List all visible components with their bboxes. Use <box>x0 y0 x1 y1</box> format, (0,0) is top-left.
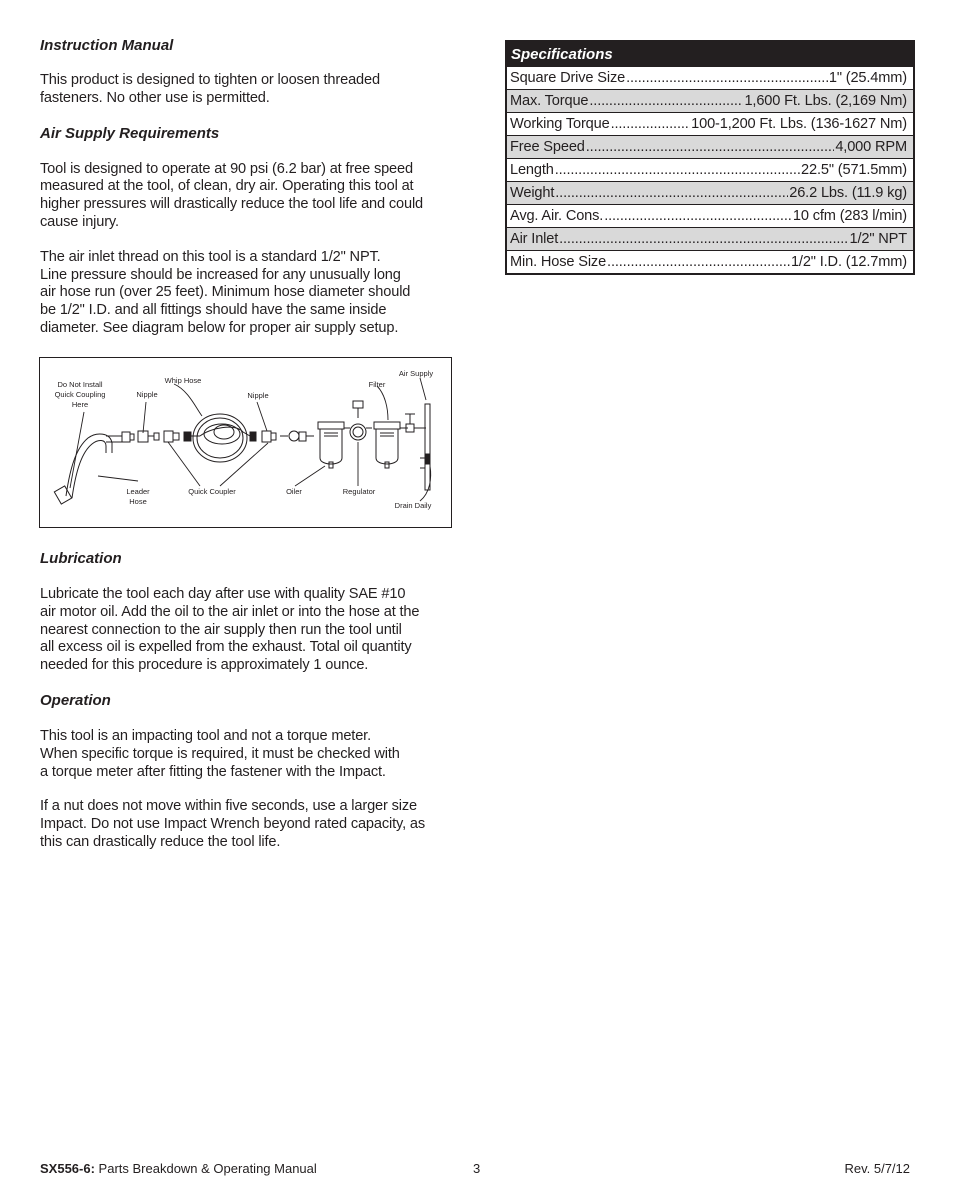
label-filter: Filter <box>368 380 386 389</box>
air-supply-heading: Air Supply Requirements <box>40 124 220 142</box>
air-supply-diagram <box>39 357 452 528</box>
footer-model: SX556-6: <box>40 1161 95 1176</box>
label-air-supply: Air Supply <box>398 369 434 378</box>
spec-row-square-drive: Square Drive Size ..... 1" (25.4mm) <box>507 66 913 89</box>
oiler-unit <box>318 422 344 468</box>
callout-nipple-2 <box>257 402 267 431</box>
label-drain-daily: Drain Daily <box>394 501 432 510</box>
callout-no-coupling <box>70 412 84 488</box>
lubrication-paragraph: Lubricate the tool each day after use with quality SAE #10 air motor oil. Add the oil to the air inlet or into the hose at the nearest connection to the air supply then run the tool until all excess oil is expelled from the exhaust. Total oil quantity needed for this procedure is approximately 1 ounce. <box>40 586 420 674</box>
label-nipple-2: Nipple <box>247 391 269 400</box>
label-no-coupling-3: Here <box>71 400 89 409</box>
tool-inlet-fitting <box>54 486 71 504</box>
page-number: 3 <box>473 1161 481 1176</box>
whip-hose-end-2 <box>250 432 256 441</box>
air-supply-pipe <box>420 404 430 490</box>
label-whip-hose: Whip Hose <box>164 376 202 385</box>
lower-text-column <box>40 549 460 852</box>
quick-coupler-fitting <box>164 431 179 442</box>
label-oiler: Oiler <box>286 487 302 496</box>
callout-air-supply <box>420 378 426 400</box>
regulator-unit <box>350 401 366 440</box>
spec-row-weight: Weight ..... 26.2 Lbs. (11.9 kg) <box>507 181 913 204</box>
callout-oiler <box>295 466 325 486</box>
specifications-table <box>505 40 915 275</box>
whip-hose-end <box>184 432 191 441</box>
callout-nipple-1 <box>143 402 146 433</box>
main-text-column <box>40 36 460 338</box>
callout-leader-hose <box>98 476 138 481</box>
footer-doc-title: Parts Breakdown & Operating Manual <box>98 1161 317 1176</box>
label-nipple-1: Nipple <box>136 390 158 399</box>
instruction-manual-heading: Instruction Manual <box>40 37 174 54</box>
label-quick-coupler: Quick Coupler <box>188 487 236 496</box>
callout-whip-hose <box>174 384 202 416</box>
spec-row-free-speed: Free Speed ..... 4,000 RPM <box>507 135 913 158</box>
operation-heading: Operation <box>40 691 111 709</box>
spec-row-air-inlet: Air Inlet ..... 1/2" NPT <box>507 227 913 250</box>
label-no-coupling-1: Do Not Install <box>57 380 103 389</box>
spec-row-working-torque: Working Torque ..... 100-1,200 Ft. Lbs. (136-1627 Nm) <box>507 112 913 135</box>
callout-filter <box>377 386 388 420</box>
spec-row-air-consumption: Avg. Air. Cons. ..... 10 cfm (283 l/min) <box>507 204 913 227</box>
label-regulator: Regulator <box>342 487 376 496</box>
filter-unit <box>374 422 400 468</box>
intro-paragraph: This product is designed to tighten or loosen threaded fasteners. No other use is permitted. <box>40 72 380 106</box>
spec-row-length: Length ..... 22.5" (571.5mm) <box>507 158 913 181</box>
label-leader-hose-1: Leader <box>126 487 150 496</box>
whip-hose-coil <box>193 414 250 462</box>
footer-title <box>40 1161 317 1176</box>
specifications-title: Specifications <box>507 42 913 66</box>
spec-row-max-torque: Max. Torque ..... 1,600 Ft. Lbs. (2,169 Nm) <box>507 89 913 112</box>
operation-paragraph-2: If a nut does not move within five seconds, use a larger size Impact. Do not use Impact Wrench beyond rated capacity, as this can drastically reduce the tool life. <box>40 798 425 850</box>
air-supply-diagram-art <box>40 358 450 526</box>
label-no-coupling-2: Quick Coupling <box>54 390 106 399</box>
leader-hose-tube <box>66 434 112 498</box>
nipple-1-fitting <box>122 432 134 442</box>
operation-paragraph-1: This tool is an impacting tool and not a torque meter. When specific torque is required, it must be checked with a torque meter after fitting the fastener with the Impact. <box>40 727 400 780</box>
spec-row-min-hose-size: Min. Hose Size ..... 1/2" I.D. (12.7mm) <box>507 250 913 273</box>
air-supply-paragraph-1: Tool is designed to operate at 90 psi (6.2 bar) at free speed measured at the tool, of clean, dry air. Operating this tool at higher pressures will drastically reduce the tool life and could cause injury. <box>40 160 424 230</box>
revision-date: Rev. 5/7/12 <box>844 1161 910 1176</box>
shutoff-valve <box>405 414 415 432</box>
nipple-2-fitting <box>138 431 159 442</box>
label-leader-hose-2: Hose <box>129 497 147 506</box>
nipple-3-fitting <box>262 431 276 442</box>
lubrication-heading: Lubrication <box>40 550 122 567</box>
air-supply-paragraph-2: The air inlet thread on this tool is a standard 1/2" NPT. Line pressure should be increased for any unusually long air hose run (over 25 feet). Minimum hose diameter should be 1/2" I.D. and all fittings should have the same inside diameter. See diagram below for proper air supply setup. <box>40 248 411 336</box>
